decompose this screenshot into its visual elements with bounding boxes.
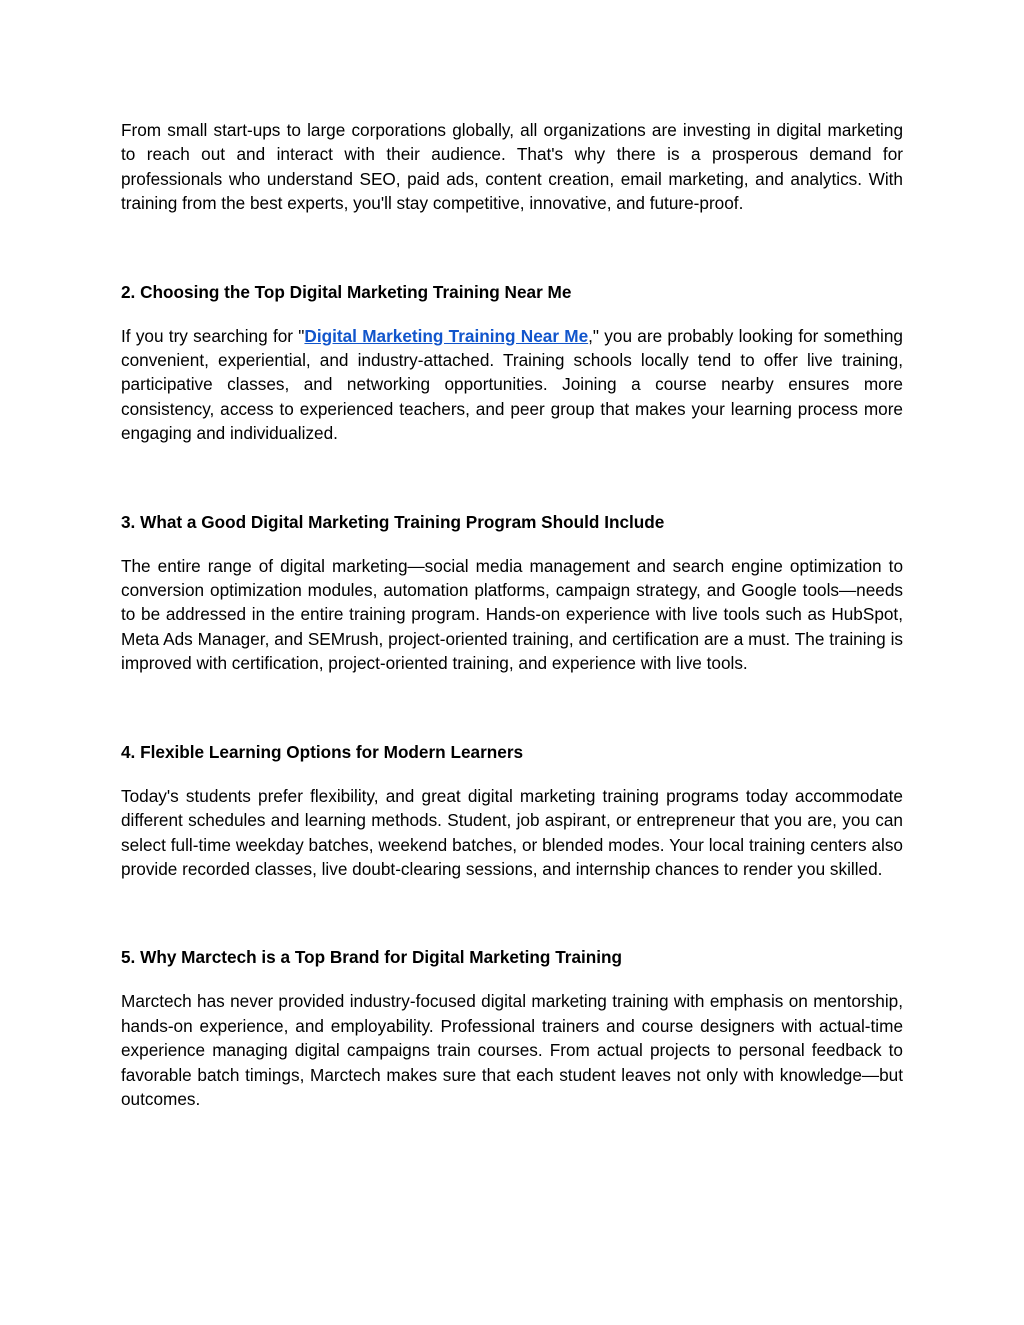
section-spacer — [121, 446, 903, 510]
section-2-text-after-link: ," you are probably looking for something convenient, experiential, and industry-attached. Training schools locally tend to offer live training, participative classes, and networking opportunities. Joining a course nearby ensures more consistency, access to experienced teachers, and peer group that makes your learning process more engaging and individualized. — [121, 325, 903, 444]
section-2-text-before-link: If you try searching for " — [121, 325, 305, 346]
section-2-heading: 2. Choosing the Top Digital Marketing Training Near Me — [121, 281, 572, 302]
section-5-heading: 5. Why Marctech is a Top Brand for Digital Marketing Training — [121, 947, 623, 968]
heading-spacer — [121, 969, 903, 989]
heading-spacer — [121, 304, 903, 324]
heading-spacer — [121, 764, 903, 784]
section-3-paragraph: The entire range of digital marketing—social media management and search engine optimization to conversion optimization modules, automation platforms, campaign strategy, and Google tools—needs to be addressed in the entire training program. Hands-on experience with live tools such as HubSpot, Meta Ads Manager, and SEMrush, project-oriented training, and certification are a must. The training is improved with certification, project-oriented training, and experience with live tools. — [121, 555, 903, 674]
section-4-heading: 4. Flexible Learning Options for Modern Learners — [121, 741, 524, 762]
intro-paragraph: From small start-ups to large corporations globally, all organizations are investing in digital marketing to reach out and interact with their audience. That's why there is a prosperous demand for professionals who understand SEO, paid ads, content creation, email marketing, and analytics. With training from the best experts, you'll stay competitive, innovative, and future-proof. — [121, 120, 903, 214]
section-5-paragraph: Marctech has never provided industry-focused digital marketing training with emphasis on mentorship, hands-on experience, and employability. Professional trainers and course designers with actual-time experience managing digital campaigns train courses. From actual projects to personal feedback to favorable batch timings, Marctech makes sure that each student leaves not only with knowledge—but outcomes. — [121, 991, 903, 1109]
section-spacer — [121, 881, 903, 945]
section-spacer — [121, 676, 903, 740]
heading-spacer — [121, 534, 903, 554]
digital-marketing-training-link[interactable]: Digital Marketing Training Near Me — [304, 325, 589, 346]
section-spacer — [121, 216, 903, 280]
section-3-heading: 3. What a Good Digital Marketing Training Program Should Include — [121, 511, 665, 532]
section-4-paragraph: Today's students prefer flexibility, and great digital marketing training programs today accommodate different schedules and learning methods. Student, job aspirant, or entrepreneur that you are, you can select full-time weekday batches, weekend batches, or blended modes. Your local training centers also provide recorded classes, live doubt-clearing sessions, and internship chances to render you skilled. — [121, 785, 903, 879]
document-page — [121, 118, 903, 1111]
section-2-paragraph — [121, 324, 903, 446]
